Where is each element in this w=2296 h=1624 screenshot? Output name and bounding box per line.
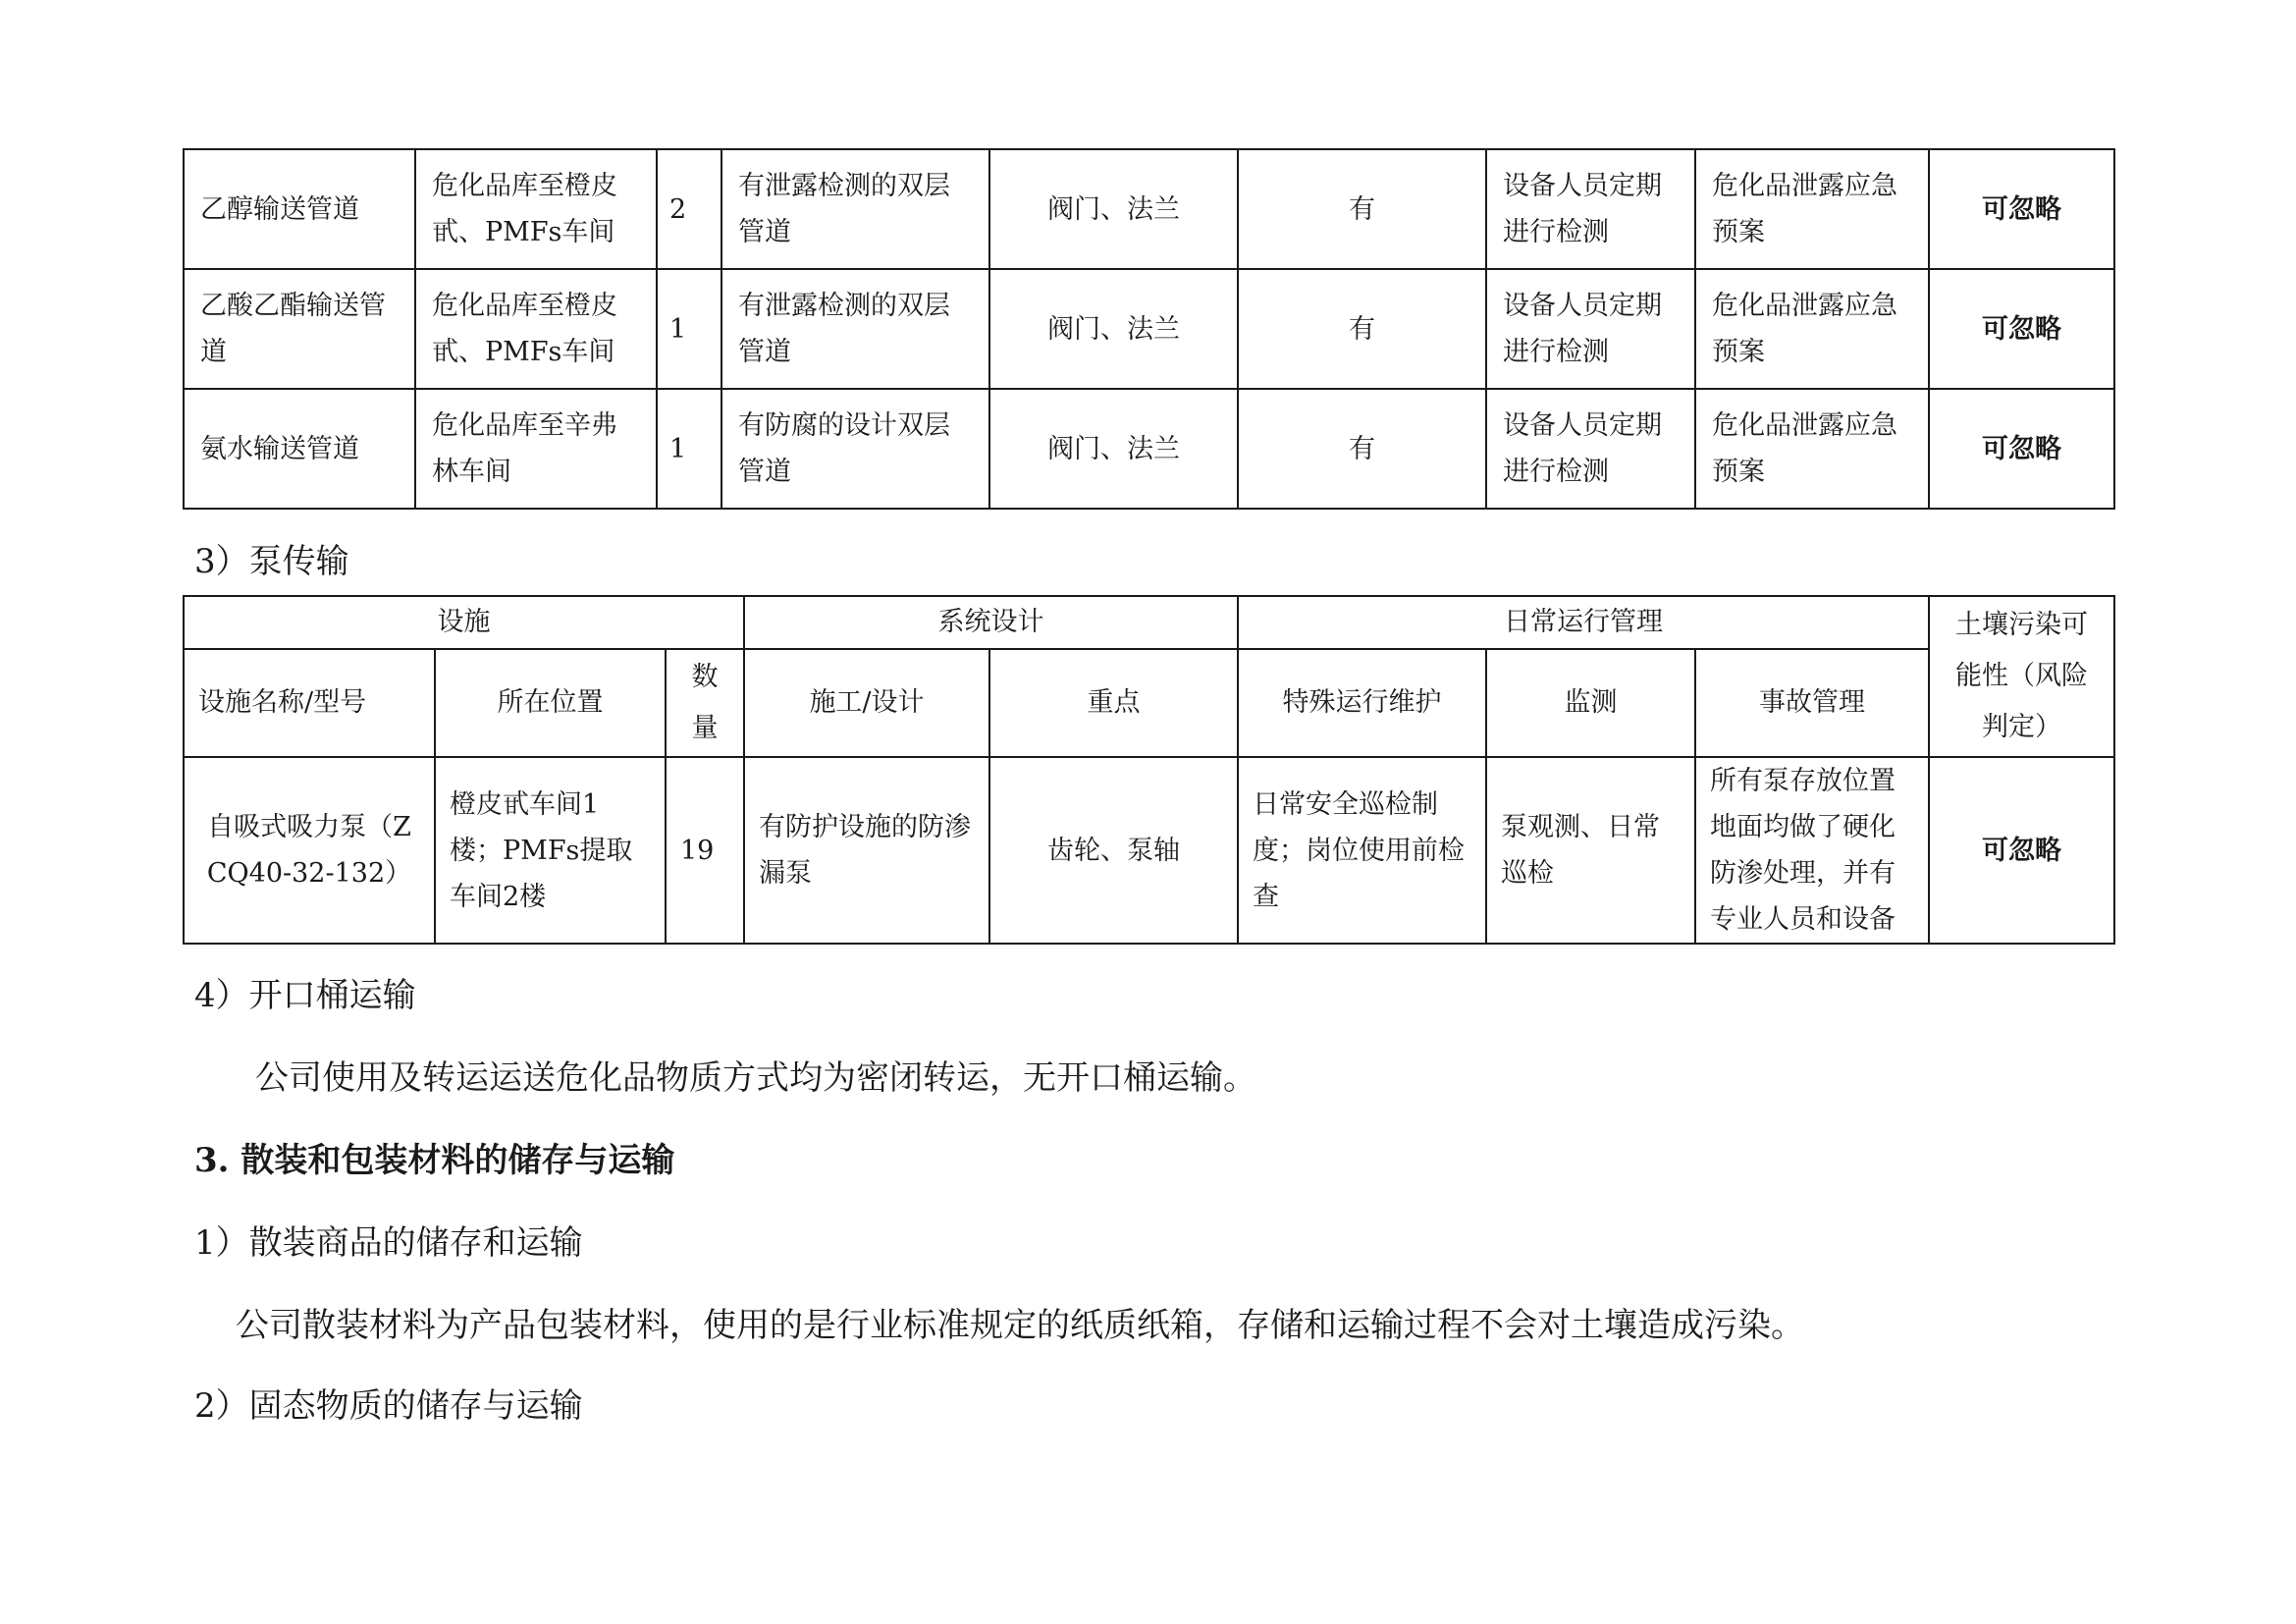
pump-table [183, 595, 2115, 945]
location-header: 所在位置 [435, 649, 666, 757]
count-cell: 2 [657, 149, 721, 269]
count-cell: 1 [657, 389, 721, 509]
design-cell: 有泄露检测的双层管道 [721, 269, 989, 389]
bulk-packaging-heading: 3. 散装和包装材料的储存与运输 [194, 1141, 675, 1180]
key-point-header: 重点 [989, 649, 1238, 757]
risk-cell: 可忽略 [1929, 149, 2114, 269]
key-point-cell: 阀门、法兰 [989, 389, 1238, 509]
pump-risk-cell: 可忽略 [1929, 757, 2114, 944]
design-cell: 有泄露检测的双层管道 [721, 149, 989, 269]
accident-cell: 危化品泄露应急预案 [1695, 269, 1929, 389]
special-cell: 有 [1238, 269, 1486, 389]
special-cell: 有 [1238, 149, 1486, 269]
table-row [184, 149, 2114, 269]
section-solid-heading: 2）固态物质的储存与运输 [194, 1386, 583, 1426]
special-maintenance-header: 特殊运行维护 [1238, 649, 1486, 757]
location-cell: 危化品库至橙皮甙、PMFs车间 [415, 269, 657, 389]
pump-count-cell: 19 [666, 757, 744, 944]
open-barrel-paragraph: 公司使用及转运运送危化品物质方式均为密闭转运，无开口桶运输。 [255, 1058, 1256, 1098]
group-header-row [184, 596, 2114, 649]
section-pump-heading: 3）泵传输 [194, 542, 349, 581]
key-point-cell: 阀门、法兰 [989, 269, 1238, 389]
special-cell: 有 [1238, 389, 1486, 509]
table-row [184, 269, 2114, 389]
facility-group-header: 设施 [184, 596, 744, 649]
count-cell: 1 [657, 269, 721, 389]
pump-name-cell: 自吸式吸力泵（ZCQ40-32-132） [184, 757, 435, 944]
risk-cell: 可忽略 [1929, 389, 2114, 509]
pump-accident-cell: 所有泵存放位置地面均做了硬化防渗处理，并有专业人员和设备 [1695, 757, 1929, 944]
key-point-cell: 阀门、法兰 [989, 149, 1238, 269]
pump-construction-cell: 有防护设施的防渗漏泵 [744, 757, 989, 944]
facility-name-cell: 乙酸乙酯输送管道 [184, 269, 415, 389]
pump-monitoring-cell: 泵观测、日常巡检 [1486, 757, 1695, 944]
table-row [184, 389, 2114, 509]
risk-cell: 可忽略 [1929, 269, 2114, 389]
accident-header: 事故管理 [1695, 649, 1929, 757]
monitoring-header: 监测 [1486, 649, 1695, 757]
section-bulk-goods-heading: 1）散装商品的储存和运输 [194, 1223, 583, 1263]
pump-key-point-cell: 齿轮、泵轴 [989, 757, 1238, 944]
bulk-goods-paragraph: 公司散装材料为产品包装材料，使用的是行业标准规定的纸质纸箱，存储和运输过程不会对土壤造成污染。 [236, 1306, 1804, 1345]
count-header: 数量 [666, 649, 744, 757]
daily-management-group-header: 日常运行管理 [1238, 596, 1929, 649]
design-cell: 有防腐的设计双层管道 [721, 389, 989, 509]
table-row [184, 757, 2114, 944]
location-cell: 危化品库至橙皮甙、PMFs车间 [415, 149, 657, 269]
pump-maintenance-cell: 日常安全巡检制度；岗位使用前检查 [1238, 757, 1486, 944]
pipeline-table [183, 148, 2115, 510]
monitoring-cell: 设备人员定期进行检测 [1486, 269, 1695, 389]
name-header: 设施名称/型号 [184, 649, 435, 757]
monitoring-cell: 设备人员定期进行检测 [1486, 149, 1695, 269]
accident-cell: 危化品泄露应急预案 [1695, 149, 1929, 269]
facility-name-cell: 氨水输送管道 [184, 389, 415, 509]
accident-cell: 危化品泄露应急预案 [1695, 389, 1929, 509]
construction-header: 施工/设计 [744, 649, 989, 757]
system-design-group-header: 系统设计 [744, 596, 1238, 649]
section-open-barrel-heading: 4）开口桶运输 [194, 976, 416, 1015]
risk-header: 土壤污染可能性（风险判定） [1929, 596, 2114, 757]
monitoring-cell: 设备人员定期进行检测 [1486, 389, 1695, 509]
pump-location-cell: 橙皮甙车间1楼；PMFs提取车间2楼 [435, 757, 666, 944]
location-cell: 危化品库至辛弗林车间 [415, 389, 657, 509]
facility-name-cell: 乙醇输送管道 [184, 149, 415, 269]
sub-header-row [184, 649, 2114, 757]
